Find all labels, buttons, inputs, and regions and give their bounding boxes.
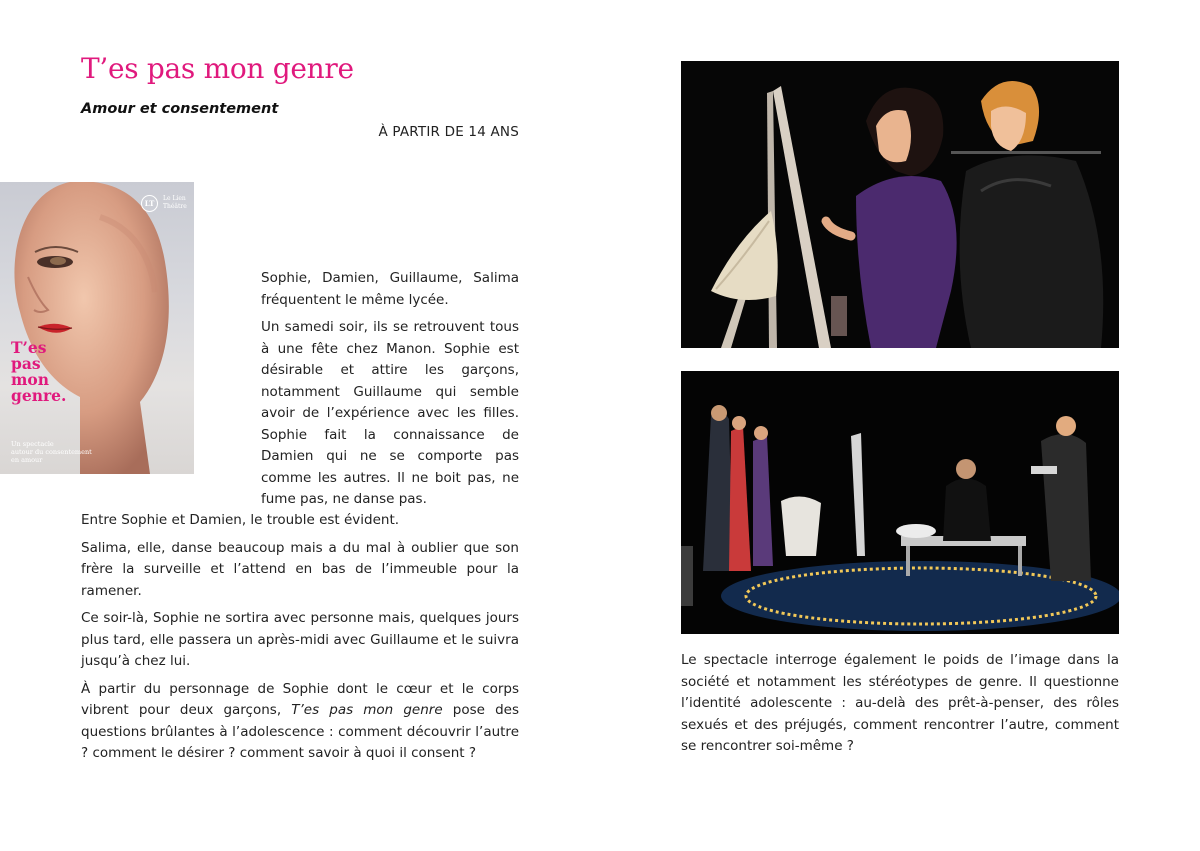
page-subtitle: Amour et consentement — [81, 101, 279, 117]
paragraph: Entre Sophie et Damien, le trouble est évident. — [81, 512, 400, 528]
logo-text — [163, 195, 187, 211]
page-title: T’es pas mon genre — [81, 52, 354, 85]
paragraph: Le spectacle interroge également le poids de l’image dans la société et notamment les stéréotypes de genre. Il questionne l’identité adolescente : au-delà des prêt-à-penser, des rôles sexués et des préjugés, comment rencontrer l’autre, comment se rencontrer soi-même ? — [681, 652, 1119, 754]
poster-tagline — [11, 440, 101, 464]
right-text — [681, 650, 1119, 764]
text-run: À partir du personnage de Sophie dont le cœur et le corps vibrent pour deux garçons, — [81, 680, 519, 718]
show-title-italic: T’es pas mon genre — [291, 702, 443, 718]
poster-image — [0, 182, 194, 474]
paragraph: Ce soir-là, Sophie ne sortira avec personne mais, quelques jours plus tard, elle passera un après-midi avec Guillaume et le suivra jusqu’à chez lui. — [81, 610, 519, 669]
paragraph: Salima, elle, danse beaucoup mais a du mal à oublier que son frère la surveille et l’attend en bas de l’immeuble pour la ramener. — [81, 539, 519, 599]
main-text — [81, 510, 519, 771]
paragraph: Un samedi soir, ils se retrouvent tous à une fête chez Manon. Sophie est désirable et attire les garçons, notamment Guillaume qui semble avoir de l’expérience avec les filles. Sophie fait la connaissance de Damien qui ne se comporte pas comme les autres. Il ne boit pas, ne fume pas, ne danse pas. — [261, 319, 519, 507]
poster-title — [11, 340, 66, 404]
poster-title-line: pas — [11, 354, 41, 373]
intro-text — [261, 268, 519, 511]
poster-title-line: genre. — [11, 386, 67, 405]
stage-photo-mirror-drawing — [681, 61, 1119, 348]
poster-title-line: mon — [11, 370, 50, 389]
mannequin-illustration — [0, 182, 194, 474]
stage-photo-wide-drawing — [681, 371, 1119, 634]
stage-photo-mirror — [681, 61, 1119, 348]
logo-mark: LT — [141, 195, 158, 212]
poster-tag-line: Un spectacle — [11, 440, 54, 448]
poster-title-line: T’es — [11, 338, 47, 357]
paragraph — [81, 679, 519, 765]
logo-line-1: Le Lien — [163, 195, 186, 202]
poster-tag-line: en amour — [11, 456, 43, 464]
stage-photo-wide — [681, 371, 1119, 634]
poster-tag-line: autour du consentement — [11, 448, 92, 456]
paragraph: Sophie, Damien, Guillaume, Salima fréquentent le même lycée. — [261, 270, 519, 308]
logo-line-2: Théâtre — [163, 203, 187, 210]
text-run: pose des questions brûlantes à l’adolescence : comment découvrir l’autre ? comment le désirer ? comment savoir à quoi il consent ? — [81, 702, 519, 761]
age-label: À PARTIR DE 14 ANS — [378, 124, 519, 140]
